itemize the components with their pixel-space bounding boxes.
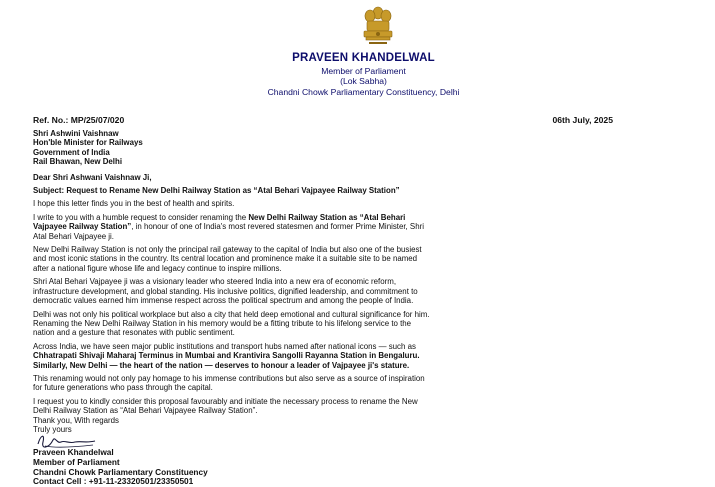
paragraph-line: I request you to kindly consider this proposal favourably and initiate the necessary process to rename the New [33, 396, 418, 406]
paragraph-line: nation and a gesture that resonates with public sentiment. [33, 328, 235, 338]
letterhead-role: Member of Parliament [321, 66, 406, 76]
letter-body [33, 129, 683, 487]
salutation: Dear Shri Ashwani Vaishnaw Ji, [33, 172, 152, 182]
signatory-role: Member of Parliament [33, 456, 120, 467]
paragraph-line: I write to you with a humble request to consider renaming the New Delhi Railway Station as “Atal Behari [33, 212, 406, 222]
state-emblem-icon [355, 3, 401, 49]
paragraph-line: Renaming the New Delhi Railway Station in his memory would be a fitting tribute to his lifelong service to the [33, 318, 412, 328]
paragraph [33, 342, 683, 370]
signature-block [33, 448, 683, 486]
paragraph-line: democratic values earned him immense respect across the political spectrum and among the people of India. [33, 296, 414, 306]
letterhead-house: (Lok Sabha) [340, 76, 387, 86]
letter-date: 06th July, 2025 [552, 115, 613, 125]
paragraph-line: This renaming would not only pay homage to his immense contributions but also serve as a source of inspiration [33, 373, 425, 383]
letterhead-name: PRAVEEN KHANDELWAL [292, 52, 435, 64]
recipient-block [33, 129, 683, 167]
signatory-constituency: Chandni Chowk Parliamentary Constituency [33, 466, 208, 477]
handwritten-signature [35, 432, 125, 450]
paragraph-line: Vajpayee Railway Station”, in honour of one of India's most revered statesmen and former Prime Minister, Shri [33, 222, 424, 232]
paragraph-line: I hope this letter finds you in the best of health and spirits. [33, 199, 235, 209]
subject-line: Subject: Request to Rename New Delhi Railway Station as “Atal Behari Vajpayee Railway Station” [33, 186, 400, 196]
paragraph [33, 245, 683, 273]
paragraph-line: Delhi Railway Station as “Atal Behari Vajpayee Railway Station”. [33, 406, 258, 416]
reference-number: Ref. No.: MP/25/07/020 [33, 115, 125, 125]
closing-thanks: Thank you, With regards [33, 415, 119, 425]
paragraph-line: Chhatrapati Shivaji Maharaj Terminus in Mumbai and Krantivira Sangolli Rayanna Station in Bengaluru. [33, 351, 420, 361]
paragraph-line: infrastructure development, and global standing. His inclusive politics, dignified leadership, and commitment to [33, 286, 418, 296]
paragraph-line: and most iconic stations in the country. Its central location and prominence make it a suitable site to be named [33, 254, 418, 264]
letterhead-constituency: Chandni Chowk Parliamentary Constituency, Delhi [267, 87, 460, 97]
paragraph-line: Atal Behari Vajpayee ji. [33, 231, 114, 241]
paragraph [33, 374, 683, 393]
signatory-name: Praveen Khandelwal [33, 447, 114, 458]
paragraph-line: Similarly, New Delhi — the heart of the nation — deserves to honour a leader of Vajpayee ji's stature. [33, 360, 410, 370]
recipient-line: Hon'ble Minister for Railways [33, 138, 143, 148]
paragraph [33, 213, 683, 241]
paragraph-line: for future generations who pass through the capital. [33, 383, 213, 393]
signatory-contact: Contact Cell : +91-11-23320501/23350501 [33, 476, 194, 487]
closing-yours: Truly yours [33, 424, 72, 434]
paragraph [33, 310, 683, 338]
paragraph-line: New Delhi Railway Station is not only the principal rail gateway to the capital of India but also one of the busiest [33, 245, 422, 255]
paragraph-line: Delhi was not only his political workplace but also a city that held deep emotional and cultural significance for him. [33, 309, 430, 319]
recipient-line: Shri Ashwini Vaishnaw [33, 129, 119, 138]
paragraph-line: Shri Atal Behari Vajpayee ji was a visionary leader who steered India into a new era of economic reform, [33, 277, 397, 287]
recipient-line: Government of India [33, 147, 110, 157]
paragraph [33, 277, 683, 305]
paragraph-line: Across India, we have seen major public institutions and transport hubs named after national icons — such as [33, 341, 416, 351]
reference-row [33, 115, 613, 125]
paragraph-line: after a national figure whose life and legacy continue to inspire millions. [33, 263, 282, 273]
paragraph [33, 397, 683, 416]
recipient-line: Rail Bhawan, New Delhi [33, 157, 123, 167]
